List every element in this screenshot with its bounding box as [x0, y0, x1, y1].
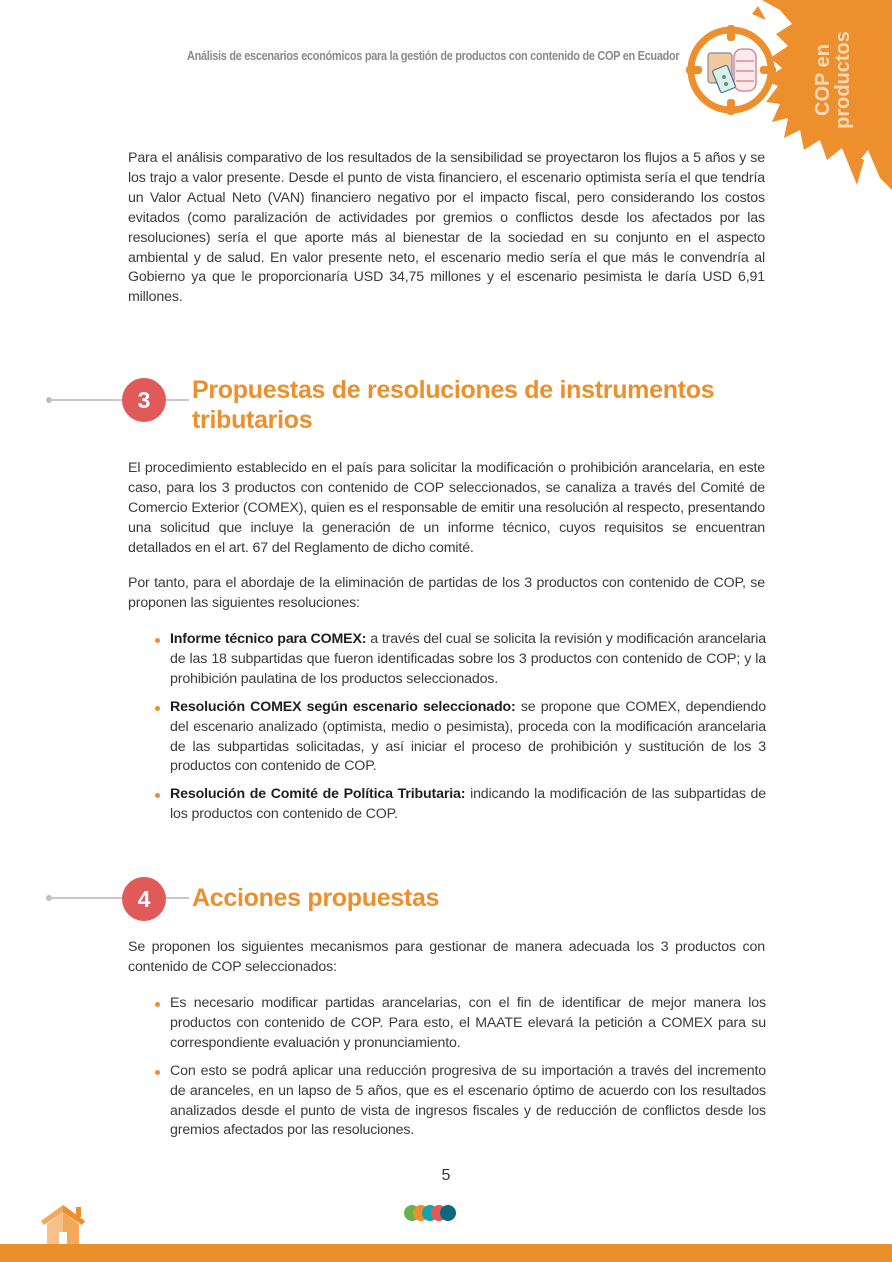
list-item [150, 630, 766, 690]
section-3-bullet-list [150, 630, 766, 833]
intro-paragraph: Para el análisis comparativo de los resultados de la sensibilidad se proyectaron los flujos a 5 años y se los trajo a valor presente. Desde el punto de vista financiero, el escenario optimista sería el que tendría un Valor Actual Neto (VAN) financiero negativo por el impacto fiscal, pero considerando los costos evitados (como paralización de actividades por gremios o conflictos desde los afectados por las resoluciones) sería el que aporte más al bienestar de la sociedad en su conjunto en el aspecto ambiental y de salud. En valor presente neto, el escenario medio sería el que más le convendría al Gobierno ya que le proporcionaría USD 34,75 millones y el escenario pesimista le daría USD 6,91 millones. [128, 150, 765, 306]
section-3-paragraph-1: El procedimiento establecido en el país para solicitar la modificación o prohibición arancelaria, en este caso, para los 3 productos con contenido de COP seleccionados, se canaliza a través del Comité de Comercio Exterior (COMEX), quien es el responsable de emitir una resolución al respecto, presentando una solicitud que incluye la generación de un informe técnico, cuyos requisitos se encuentran detallados en el art. 67 del Reglamento de dicho comité. [128, 460, 765, 556]
page-number: 5 [441, 1167, 451, 1184]
list-item [150, 994, 766, 1054]
target-products-icon [684, 23, 778, 117]
section-title: Propuestas de resoluciones de instrumentos tributarios [192, 376, 715, 434]
heading-line [49, 897, 189, 899]
home-icon[interactable] [38, 1204, 88, 1246]
list-item-text: Es necesario modificar partidas arancelarias, con el fin de identificar de mejor manera los productos con contenido de COP. Para esto, el MAATE elevará la petición a COMEX para su correspondiente evaluación y pronunciamiento. [170, 995, 766, 1051]
bullet-icon [155, 706, 160, 711]
section-3-paragraph-2: Por tanto, para el abordaje de la eliminación de partidas de los 3 productos con contenido de COP, se proponen las siguientes resoluciones: [128, 575, 765, 611]
list-item [150, 785, 766, 825]
dot-dark-teal [440, 1205, 456, 1221]
heading-line [49, 399, 189, 401]
color-dots-decoration [404, 1205, 449, 1221]
list-item-text: a través del cual se solicita la revisión y modificación arancelaria de las 18 subpartidas que fueron identificadas sobre los 3 productos con contenido de COP; y la prohibición paulatina de los productos seleccionados. [170, 631, 766, 687]
brand-label [808, 28, 858, 132]
bullet-icon [155, 793, 160, 798]
section-number-badge: 4 [122, 877, 166, 921]
section-4-heading [46, 877, 766, 923]
list-item-bold-label: Resolución COMEX según escenario seleccionado: [170, 698, 516, 715]
list-item-text: Con esto se podrá aplicar una reducción progresiva de su importación a través del incremento de aranceles, en un lapso de 5 años, que es el escenario óptimo de acuerdo con los resultados analizados desde el punto de vista de ingresos fiscales y de reducción de conflictos desde los gremios afectados por las resoluciones. [170, 1062, 766, 1139]
section-3-heading [46, 375, 766, 437]
list-item-text: indicando la modificación de las subpartidas de los productos con contenido de COP. [170, 786, 767, 823]
section-number-badge: 3 [122, 378, 166, 422]
bullet-icon [155, 1070, 160, 1075]
list-item [150, 698, 766, 778]
bullet-icon [155, 1002, 160, 1007]
section-4-paragraph: Se proponen los siguientes mecanismos para gestionar de manera adecuada los 3 productos con contenido de COP seleccionados: [128, 939, 765, 975]
list-item-bold-label: Resolución de Comité de Política Tributaria: [170, 786, 466, 803]
list-item [150, 1062, 766, 1142]
brand-label-line2: productos [832, 31, 854, 129]
footer-bar [0, 1244, 892, 1262]
section-title: Acciones propuestas [192, 884, 440, 912]
section-4-bullet-list [150, 994, 766, 1149]
running-header-title: Análisis de escenarios económicos para la gestión de productos con contenido de COP en Ecuador [187, 49, 680, 63]
list-item-bold-label: Informe técnico para COMEX: [170, 631, 367, 647]
list-item-text: se propone que COMEX, dependiendo del escenario analizado (optimista, medio o pesimista), proceda con la modificación arancelaria de las subpartidas solicitadas, y así iniciar el proceso de prohibición y sustitución de los 3 productos con contenido de COP. [170, 698, 766, 775]
bullet-icon [155, 638, 160, 643]
brand-label-line1: COP en [812, 44, 834, 116]
